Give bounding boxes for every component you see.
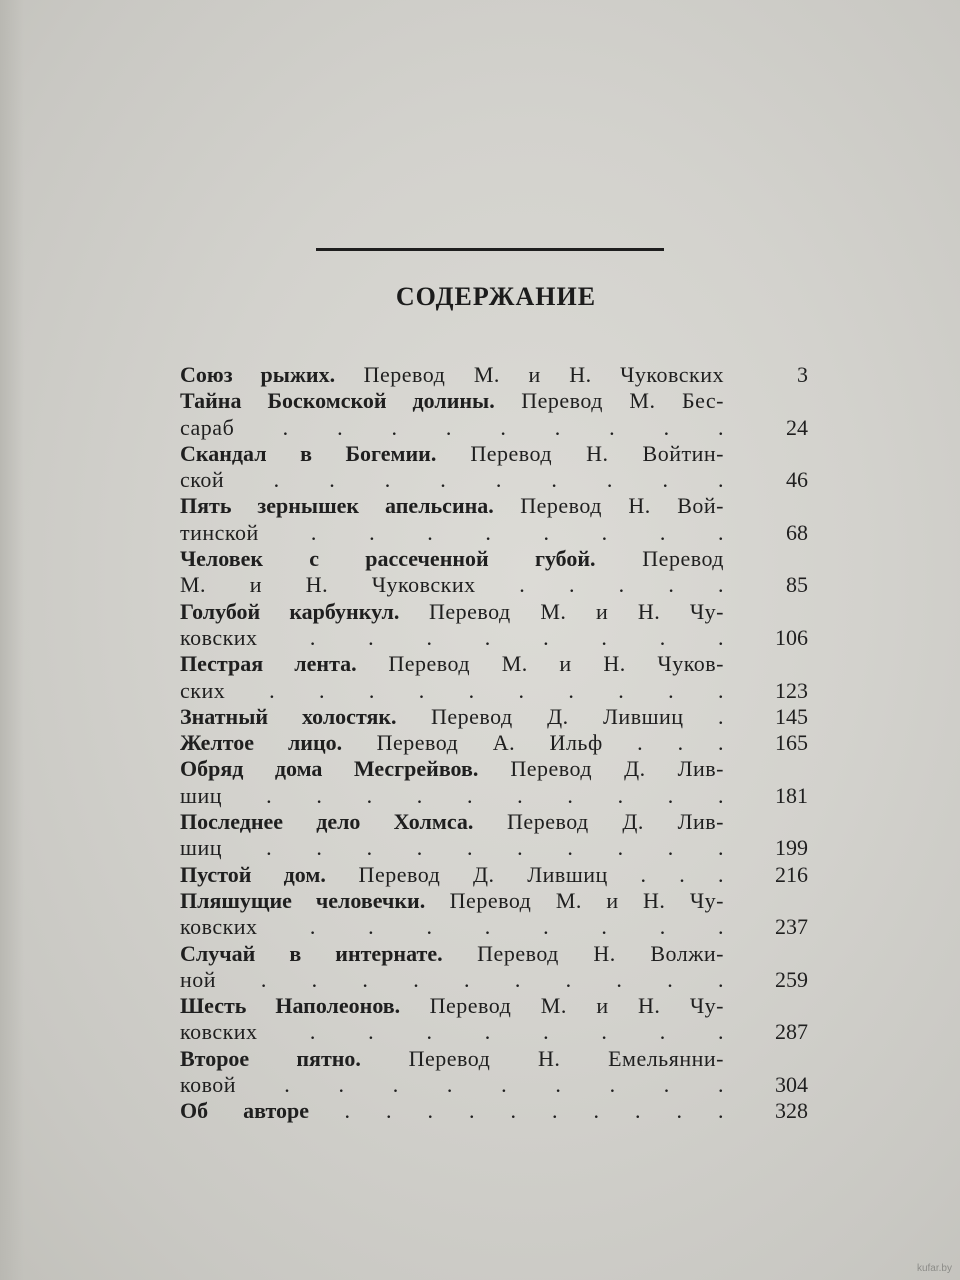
- toc-entry-line: [180, 572, 810, 598]
- toc-entry: [180, 888, 810, 941]
- work-title: Голубой карбункул.: [180, 598, 400, 624]
- toc-entry-text: [180, 415, 724, 441]
- toc-entry-text: [180, 1072, 724, 1098]
- toc-entry-line: [180, 625, 810, 651]
- page-number: 46: [786, 467, 808, 493]
- toc-entry-text: [180, 388, 724, 414]
- work-title: Человек с рассеченной губой.: [180, 546, 596, 572]
- toc-entry: [180, 388, 810, 441]
- translator-text: . . . . . . . . . .: [308, 1098, 724, 1124]
- toc-entry: [180, 1046, 810, 1099]
- toc-entry-text: [180, 967, 724, 993]
- toc-entry-line: [180, 809, 810, 835]
- toc-entry-text: [180, 599, 724, 625]
- translator-text: Перевод М. Бес-: [494, 388, 724, 414]
- toc-entry: [180, 599, 810, 652]
- translator-text: Перевод М. и Н. Чу-: [400, 993, 724, 1019]
- toc-entry-line: [180, 467, 810, 493]
- translator-text: Перевод М. и Н. Чуковских: [335, 362, 724, 387]
- toc-entry-line: [180, 441, 810, 467]
- work-title: Шесть Наполеонов.: [180, 993, 401, 1019]
- toc-entry-text: [180, 1019, 724, 1045]
- toc-entry-line: [180, 493, 810, 519]
- toc-entry-line: [180, 1072, 810, 1098]
- toc-entry-text: [180, 888, 724, 914]
- translator-text: Перевод Н. Волжи-: [442, 940, 724, 966]
- translator-text: Перевод М. и Н. Чу-: [425, 887, 724, 913]
- translator-text: Перевод М. и Н. Чуков-: [356, 651, 724, 677]
- toc-entry-line: [180, 888, 810, 914]
- toc-entry-text: [180, 546, 724, 572]
- page-edge-shadow: [0, 0, 24, 1280]
- toc-entry-text: [180, 993, 724, 1019]
- translator-text: ской . . . . . . . . .: [180, 467, 724, 493]
- work-title: Пестрая лента.: [180, 651, 357, 677]
- translator-text: сараб . . . . . . . . .: [180, 414, 724, 440]
- toc-entry-text: [180, 520, 724, 546]
- toc-entry-line: [180, 783, 810, 809]
- translator-text: ковских . . . . . . . .: [180, 914, 724, 940]
- translator-text: Перевод Д. Лившиц .: [396, 703, 724, 729]
- toc-entry: [180, 993, 810, 1046]
- toc-entry-text: [180, 678, 724, 704]
- toc-entry-text: [180, 1046, 724, 1072]
- toc-entry: [180, 809, 810, 862]
- toc-entry-text: [180, 704, 724, 730]
- table-of-contents: [180, 362, 810, 1125]
- work-title: Пять зернышек апельсина.: [180, 493, 494, 519]
- top-rule: [316, 248, 664, 251]
- translator-text: Перевод Д. Лив-: [478, 756, 724, 782]
- page-number: 181: [775, 782, 808, 808]
- toc-entry-text: [180, 467, 724, 493]
- toc-entry-text: [180, 783, 724, 809]
- translator-text: Перевод А. Ильф . . .: [342, 730, 724, 756]
- toc-entry: [180, 362, 810, 388]
- work-title: Тайна Боскомской долины.: [180, 388, 495, 414]
- toc-entry-line: [180, 835, 810, 861]
- toc-entry-text: [180, 730, 724, 756]
- watermark: kufar.by: [916, 1263, 952, 1274]
- work-title: Об авторе: [180, 1098, 309, 1124]
- toc-entry-line: [180, 546, 810, 572]
- translator-text: ковских . . . . . . . .: [180, 1019, 724, 1045]
- translator-text: ских . . . . . . . . . .: [180, 677, 724, 703]
- toc-entry-line: [180, 862, 810, 888]
- translator-text: шиц . . . . . . . . . .: [180, 782, 724, 808]
- toc-entry: [180, 730, 810, 756]
- toc-entry-line: [180, 1046, 810, 1072]
- toc-entry: [180, 941, 810, 994]
- toc-entry-text: [180, 493, 724, 519]
- toc-entry-text: [180, 835, 724, 861]
- translator-text: Перевод Д. Лив-: [473, 809, 724, 835]
- toc-entry-line: [180, 520, 810, 546]
- toc-entry-line: [180, 362, 810, 388]
- toc-entry-text: [180, 1098, 724, 1124]
- translator-text: Перевод М. и Н. Чу-: [399, 598, 724, 624]
- toc-entry-text: [180, 651, 724, 677]
- toc-entry-text: [180, 914, 724, 940]
- work-title: Последнее дело Холмса.: [180, 809, 474, 835]
- work-title: Желтое лицо.: [180, 730, 343, 756]
- page-number: 199: [775, 835, 808, 861]
- toc-entry-text: [180, 441, 724, 467]
- page-number: 165: [775, 730, 808, 756]
- translator-text: ной . . . . . . . . . .: [180, 966, 724, 992]
- toc-entry-text: [180, 862, 724, 888]
- translator-text: Перевод Д. Лившиц . . .: [325, 861, 724, 887]
- translator-text: М. и Н. Чуковских . . . . .: [180, 572, 724, 598]
- work-title: Знатный холостяк.: [180, 703, 397, 729]
- page-number: 304: [775, 1072, 808, 1098]
- toc-entry-line: [180, 967, 810, 993]
- translator-text: Перевод Н. Емельянни-: [360, 1045, 724, 1071]
- toc-entry-line: [180, 993, 810, 1019]
- toc-entry-line: [180, 1098, 810, 1124]
- page-number: 123: [775, 677, 808, 703]
- page-number: 287: [775, 1019, 808, 1045]
- toc-entry: [180, 704, 810, 730]
- toc-entry-line: [180, 941, 810, 967]
- toc-entry: [180, 756, 810, 809]
- work-title: Второе пятно.: [180, 1045, 361, 1071]
- page-number: 106: [775, 624, 808, 650]
- toc-entry-line: [180, 730, 810, 756]
- work-title: Обряд дома Месгрейвов.: [180, 756, 479, 782]
- translator-text: Перевод Н. Вой-: [493, 493, 724, 519]
- work-title: Скандал в Богемии.: [180, 440, 437, 466]
- translator-text: ковой . . . . . . . . .: [180, 1072, 724, 1098]
- toc-entry-line: [180, 678, 810, 704]
- toc-entry-line: [180, 388, 810, 414]
- page-number: 259: [775, 966, 808, 992]
- page-number: 328: [775, 1098, 808, 1124]
- toc-entry: [180, 1098, 810, 1124]
- toc-entry-text: [180, 625, 724, 651]
- toc-entry-text: [180, 572, 724, 598]
- translator-text: шиц . . . . . . . . . .: [180, 835, 724, 861]
- toc-entry-line: [180, 599, 810, 625]
- toc-entry: [180, 441, 810, 494]
- page-title: СОДЕРЖАНИЕ: [395, 282, 597, 311]
- translator-text: ковских . . . . . . . .: [180, 624, 724, 650]
- page-number: 3: [797, 362, 808, 387]
- toc-entry: [180, 651, 810, 704]
- toc-entry-text: [180, 941, 724, 967]
- toc-entry-text: [180, 809, 724, 835]
- toc-entry-line: [180, 914, 810, 940]
- toc-entry-line: [180, 415, 810, 441]
- page-number: 24: [786, 414, 808, 440]
- page-number: 85: [786, 572, 808, 598]
- translator-text: Перевод: [595, 546, 724, 572]
- toc-entry: [180, 493, 810, 546]
- work-title: Союз рыжих.: [180, 362, 336, 387]
- page-number: 68: [786, 519, 808, 545]
- toc-entry: [180, 862, 810, 888]
- work-title: Пляшущие человечки.: [180, 887, 426, 913]
- work-title: Пустой дом.: [180, 861, 326, 887]
- toc-entry-line: [180, 704, 810, 730]
- toc-entry-line: [180, 651, 810, 677]
- toc-entry-line: [180, 1019, 810, 1045]
- toc-entry: [180, 546, 810, 599]
- work-title: Случай в интернате.: [180, 940, 443, 966]
- page-number: 237: [775, 914, 808, 940]
- page-number: 145: [775, 703, 808, 729]
- translator-text: Перевод Н. Войтин-: [436, 440, 724, 466]
- toc-entry-line: [180, 756, 810, 782]
- toc-entry-text: [180, 362, 724, 388]
- toc-entry-text: [180, 756, 724, 782]
- translator-text: тинской . . . . . . . .: [180, 519, 724, 545]
- page-number: 216: [775, 861, 808, 887]
